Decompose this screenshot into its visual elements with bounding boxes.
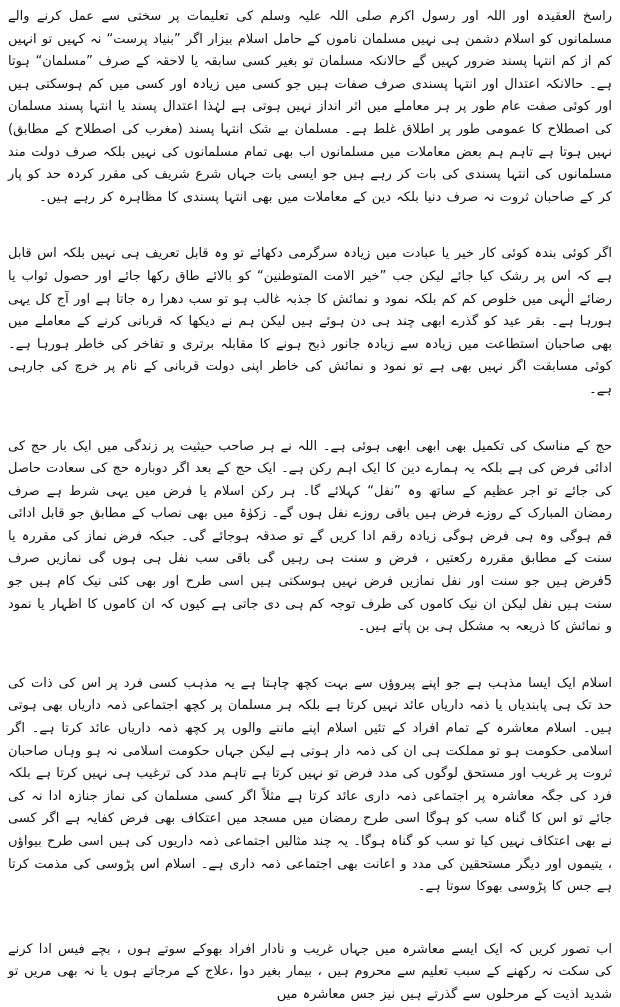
paragraph-5: اب تصور کریں کہ ایک ایسے معاشرہ میں جہاں غریب و نادار افراد بھوکے سوتے ہوں ، بچے فیس ادا کرنے کی سکت نہ رکھنے کے سبب تعلیم سے محروم ہیں ، بیمار بغیر دوا ،علاج کے مرجاتے ہوں یا نہ بھی مریں تو شدید اذیت کے مرحلوں سے گذرتے ہیں نیز جس معاشرہ میں [8, 941, 612, 1002]
paragraph-2: اگر کوئی بندہ کوئی کار خیر یا عبادت میں زیادہ سرگرمی دکھائے تو وہ قابل تعریف ہی نہیں بلکہ اس قابل ہے کہ اس پر رشک کیا جائے لیکن جب ”خیر الامت المتوطنین“ کو بالائے طاق رکھا جائے اور حصول ثواب یا رضائے الٰہی میں خلوص کم کم بلکہ نمود و نمائش کا جذبہ غالب ہو تو سب دھرا رہ جاتا ہے اور آج کل یہی ہورہا ہے۔ بقر عید کو گذرے ابھی چند ہی دن ہوئے ہیں لیکن ہم نے دیکھا کہ قربانی کرنے کے معاملے میں بھی صاحبان استطاعت میں زیادہ سے زیادہ جانور ذبح ہونے کا مقابلہ برتری و تفاخر کی خاطر ہورہا ہے۔ کوئی مسابقت اگر نہیں بھی ہے تو نمود و نمائش کی خاطر اپنی دولت قربانی کے نام پر خرچ کی جارہی ہے۔ [8, 246, 612, 397]
paragraph-3: حج کے مناسک کی تکمیل بھی ابھی ابھی ہوئی ہے۔ اللہ نے ہر صاحب حیثیت پر زندگی میں ایک بار حج کی ادائی فرض کی ہے بلکہ یہ ہمارے دین کا ایک اہم رکن ہے۔ ایک حج کے بعد اگر دوبارہ حج کی سعادت حاصل کی جائے تو اجر عظیم کے ساتھ وہ ”نفل“ کہلائے گا۔ ہر رکن اسلام یا فرض میں یہی شرط ہے صرف رمضان المبارک کے روزے فرض ہیں باقی روزے نفل ہوں گے۔ زکوٰۃ میں بھی نصاب کے مطابق جو قابل ادائی قم ہوگی وہ ہی فرض ہوگی زیادہ رقم ادا کریں گے تو صدقہ ہوجائے گی۔ جبکہ فرض نماز کی مقررہ یا سنت کے مطابق مقررہ رکعتیں ، فرض و سنت ہی رہیں گی باقی سب نفل ہی ہوں گی نمازیں صرف 5فرض ہیں جو سنت اور نفل نمازیں فرض نہیں ہوسکتی ہیں اسی طرح اور بھی کئی نیک کام ہیں جو سنت ہیں نفل لیکن ان نیک کاموں کی طرف توجہ کم ہی دی جاتی ہے کیوں کہ ان کاموں کا اظہار یا نمود و نمائش کا ذریعہ بہ مشکل ہی بن پاتے ہیں۔ [8, 438, 612, 635]
paragraph-4: اسلام ایک ایسا مذہب ہے جو اپنے پیروؤں سے بہت کچھ چاہتا ہے یہ مذہب کسی فرد پر اس کی ذات کی حد تک ہی پابندیاں یا ذمہ داریاں عائد نہیں کرتا ہے بلکہ ہر مسلمان پر کچھ اجتماعی ذمہ داریاں بھی ہوتی ہیں۔ اسلام معاشرہ کے تمام افراد کے تئیں اسلام اپنے ماننے والوں پر کچھ ذمہ داریاں عائد کرتا ہے۔ اگر اسلامی حکومت ہو تو مملکت ہی ان کی ذمہ دار ہوتی ہے لیکن جہاں حکومت اسلامی نہ ہو وہاں صاحبان ثروت پر غریب اور مستحق لوگوں کی مدد فرض تو نہیں کرتا ہے تاہم مدد کی ترغیب ہی نہیں کرتا ہے بلکہ فرد کی جگہ معاشرہ پر اجتماعی ذمہ داری عائد کرتا ہے مثلاً اگر کسی مسلمان کی نماز جنازہ ادا نہ کی جائے تو اس کا گناہ سب کو ہوگا اسی طرح رمضان میں مسجد میں اعتکاف بھی فرض کفایہ ہے اگر کسی نے بھی اعتکاف نہیں کیا تو سب کو گناہ ہوگا۔ یہ چند مثالیں اجتماعی ذمہ داریوں کی ہیں اسی طرح بیواؤں ، یتیموں اور دیگر مستحقین کی مدد و اعانت بھی اجتماعی ذمہ داری ہے۔ اسلام اس پڑوسی کی مذمت کرتا ہے جس کا پڑوسی بھوکا سوتا ہے۔ [8, 675, 612, 895]
paragraph-1: راسخ العقیدہ اور اللہ اور رسول اکرم صلی اللہ علیہ وسلم کی تعلیمات پر سختی سے عمل کرنے والے مسلمانوں کو اسلام دشمن ہی نہیں مسلمان ناموں کے حامل اسلام بیزار اگر ”بنیاد پرست“ نہ کہیں تو انہیں کم از کم انتہا پسند ضرور کہیں گے حالانکہ مسلمان تو بغیر کسی سابقہ یا لاحقہ کے صرف ”مسلمان“ ہوتا ہے۔ حالانکہ اعتدال اور انتہا پسندی صرف صفات ہیں جو کسی میں زیادہ اور کسی میں کم ہوسکتی ہیں اور کوئی صفت عام طور پر ہر معاملے میں اثر انداز نہیں ہوتی ہے لہٰذا اعتدال پسند یا انتہا پسند مسلمان کی اصطلاح کا عمومی طور پر اطلاق غلط ہے۔ مسلمان بے شک انتہا پسند (مغرب کی اصطلاح کے مطابق) نہیں ہوتا ہے تاہم ہم بعض معاملات میں مسلمانوں اب بھی تمام مسلمانوں کی نہیں بلکہ صرف دولت مند مسلمانوں کی انتہا پسندی کی بات کر رہے ہیں جو ایسی بات جہاں شرع شریف کی مقرر کردہ حد کو پار کر کے صاحبان ثروت نہ صرف دنیا بلکہ دین کے معاملات میں بھی انتہا پسندی کا مظاہرہ کر رہے ہیں۔ [8, 9, 612, 205]
